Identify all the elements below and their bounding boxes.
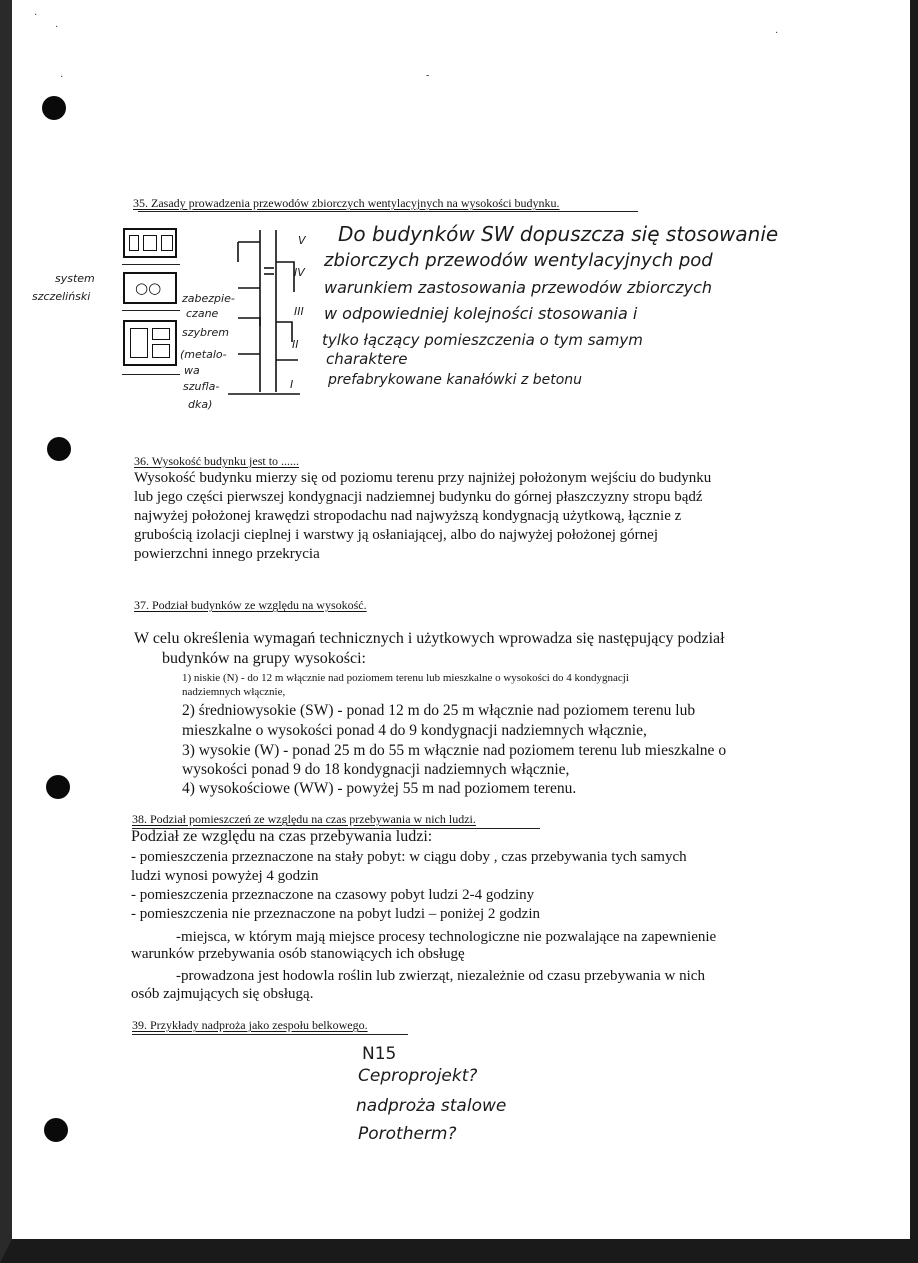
diagram-label: dka) bbox=[188, 398, 213, 411]
q39-heading: 39. Przykłady nadproża jako zespołu belkowego. bbox=[132, 1018, 368, 1032]
flue-square bbox=[152, 344, 170, 358]
q38-line: - pomieszczenia przeznaczone na stały pobyt: w ciągu doby , czas przebywania tych samych bbox=[131, 849, 687, 865]
q36-line: najwyżej położonej krawędzi stropodachu nad najwyższą kondygnacją użytkową, łącznie z bbox=[134, 508, 682, 524]
q35-heading: 35. Zasady prowadzenia przewodów zbiorczych wentylacyjnych na wysokości budynku. bbox=[133, 196, 560, 210]
q37-item: 4) wysokościowe (WW) - powyżej 55 m nad poziomem terenu. bbox=[182, 780, 577, 797]
binder-hole bbox=[47, 437, 71, 461]
scan-speck: · bbox=[34, 10, 38, 21]
q36-line: powierzchni innego przekrycia bbox=[134, 546, 320, 562]
diagram-label: szufla- bbox=[183, 380, 220, 393]
flue-square bbox=[143, 235, 157, 251]
q35-heading-rule bbox=[138, 211, 638, 212]
diagram-label: czane bbox=[186, 307, 219, 320]
level-mark: I bbox=[290, 378, 294, 391]
floor-connection bbox=[276, 262, 294, 292]
binder-hole bbox=[42, 96, 66, 120]
q39-handwritten-line: N15 bbox=[362, 1044, 397, 1064]
diagram-label: szybrem bbox=[182, 326, 230, 339]
flue-square bbox=[130, 328, 148, 358]
chimney-symbol-circles bbox=[123, 272, 177, 304]
scan-speck: - bbox=[426, 70, 430, 81]
level-mark: IV bbox=[294, 266, 305, 279]
symbol-divider bbox=[122, 310, 180, 311]
q35-handwritten-line: tylko łączący pomieszczenia o tym samym bbox=[322, 331, 643, 349]
q38-line: - pomieszczenia przeznaczone na czasowy pobyt ludzi 2-4 godziny bbox=[131, 887, 535, 903]
q35-handwritten-line: Do budynków SW dopuszcza się stosowanie bbox=[338, 222, 779, 246]
q38-heading: 38. Podział pomieszczeń ze względu na czas przebywania w nich ludzi. bbox=[132, 812, 476, 826]
q37-item: mieszkalne o wysokości ponad 4 do 9 kondygnacji nadziemnych włącznie, bbox=[182, 722, 647, 739]
q39-handwritten-line: Porotherm? bbox=[358, 1124, 457, 1144]
q35-handwritten-line: prefabrykowane kanałówki z betonu bbox=[328, 372, 583, 388]
q36-line: grubością izolacji cieplnej i warstwy ją osłaniającej, albo do najwyżej położonej górnej bbox=[134, 527, 658, 543]
q37-item: 3) wysokie (W) - ponad 25 m do 55 m włącznie nad poziomem terenu lub mieszkalne o bbox=[182, 742, 727, 759]
symbol-divider bbox=[122, 374, 180, 375]
q38-line: -prowadzona jest hodowla roślin lub zwierząt, niezależnie od czasu przebywania w nich bbox=[176, 968, 705, 984]
q38-line: - pomieszczenia nie przeznaczone na pobyt ludzi – poniżej 2 godzin bbox=[131, 906, 540, 922]
q37-heading: 37. Podział budynków ze względu na wysokość. bbox=[134, 598, 367, 612]
q38-line: Podział ze względu na czas przebywania ludzi: bbox=[131, 828, 433, 845]
level-mark: III bbox=[294, 305, 304, 318]
q35-handwritten-line: zbiorczych przewodów wentylacyjnych pod bbox=[324, 250, 713, 271]
q36-heading: 36. Wysokość budynku jest to ...... bbox=[134, 454, 300, 468]
binder-hole bbox=[46, 775, 70, 799]
scan-speck: · bbox=[60, 72, 64, 83]
q35-margin-note-2: szczeliński bbox=[32, 290, 91, 303]
q38-line: osób zajmujących się obsługą. bbox=[131, 986, 314, 1002]
q37-item: wysokości ponad 9 do 18 kondygnacji nadziemnych włącznie, bbox=[182, 761, 570, 778]
q38-line: ludzi wynosi powyżej 4 godzin bbox=[131, 868, 319, 884]
q36-line: Wysokość budynku mierzy się od poziomu terenu przy najniżej położonym wejściu do budynku bbox=[134, 470, 712, 486]
q35-margin-note-1: system bbox=[55, 272, 95, 285]
q36-line: lub jego części pierwszej kondygnacji nadziemnej budynku do górnej płaszczyzny stropu bądź bbox=[134, 489, 703, 505]
q38-line: -miejsca, w którym mają miejsce procesy technologiczne nie pozwalające na zapewnienie bbox=[176, 929, 717, 945]
q38-line: warunków przebywania osób stanowiących ich obsługę bbox=[131, 946, 465, 962]
chimney-symbol-rectangles bbox=[123, 228, 177, 258]
chimney-symbol-split bbox=[123, 320, 177, 366]
flue-square bbox=[161, 235, 173, 251]
q37-intro: budynków na grupy wysokości: bbox=[162, 650, 366, 667]
q39-heading-rule bbox=[132, 1034, 408, 1035]
q37-item: 1) niskie (N) - do 12 m włącznie nad poziomem terenu lub mieszkalne o wysokości do 4 kondygnacji bbox=[182, 672, 629, 684]
q37-intro: W celu określenia wymagań technicznych i użytkowych wprowadza się następujący podział bbox=[134, 630, 725, 647]
scan-speck: · bbox=[55, 22, 59, 33]
symbol-divider bbox=[122, 264, 180, 265]
scan-speck: · bbox=[775, 28, 779, 39]
q37-item: nadziemnych włącznie, bbox=[182, 686, 286, 698]
q35-handwritten-line: warunkiem zastosowania przewodów zbiorczych bbox=[324, 278, 713, 297]
flue-square bbox=[129, 235, 139, 251]
binder-hole bbox=[44, 1118, 68, 1142]
q39-handwritten-line: Ceproprojekt? bbox=[358, 1066, 478, 1086]
diagram-label: (metalo- bbox=[180, 348, 227, 361]
flue-circles: ○○ bbox=[135, 279, 162, 297]
q35-handwritten-line: w odpowiedniej kolejności stosowania i bbox=[324, 304, 638, 323]
q35-handwritten-line: charaktere bbox=[326, 350, 408, 368]
level-mark: V bbox=[298, 234, 306, 247]
diagram-label: wa bbox=[184, 364, 200, 377]
flue-square bbox=[152, 328, 170, 340]
diagram-label: zabezpie- bbox=[182, 292, 235, 305]
q37-item: 2) średniowysokie (SW) - ponad 12 m do 25 m włącznie nad poziomem terenu lub bbox=[182, 702, 696, 719]
q39-handwritten-line: nadproża stalowe bbox=[356, 1096, 507, 1116]
level-mark: II bbox=[292, 338, 299, 351]
